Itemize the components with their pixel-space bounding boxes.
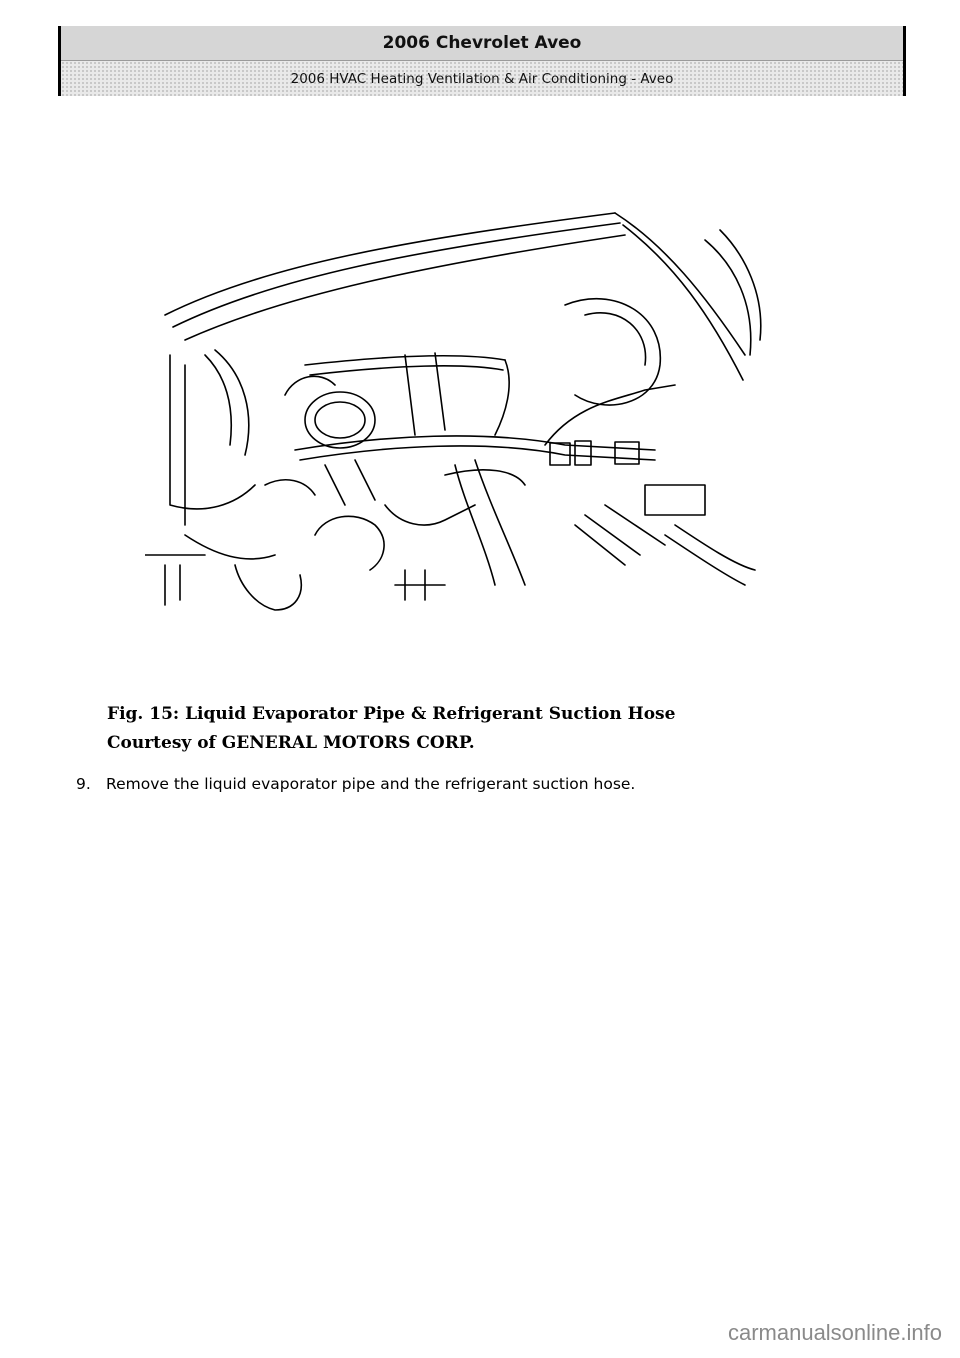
document-subtitle: 2006 HVAC Heating Ventilation & Air Conditioning - Aveo (61, 61, 903, 96)
step-text: Remove the liquid evaporator pipe and the refrigerant suction hose. (106, 775, 636, 793)
caption-title: Fig. 15: Liquid Evaporator Pipe & Refrigerant Suction Hose (107, 704, 676, 724)
caption-credit: Courtesy of GENERAL MOTORS CORP. (107, 733, 475, 753)
figure-caption (107, 700, 747, 758)
page-header (58, 26, 906, 96)
procedure-step (76, 773, 836, 795)
step-number: 9. (76, 775, 91, 793)
document-title: 2006 Chevrolet Aveo (61, 26, 903, 61)
figure-illustration (145, 205, 770, 625)
watermark: carmanualsonline.info (727, 1320, 942, 1345)
